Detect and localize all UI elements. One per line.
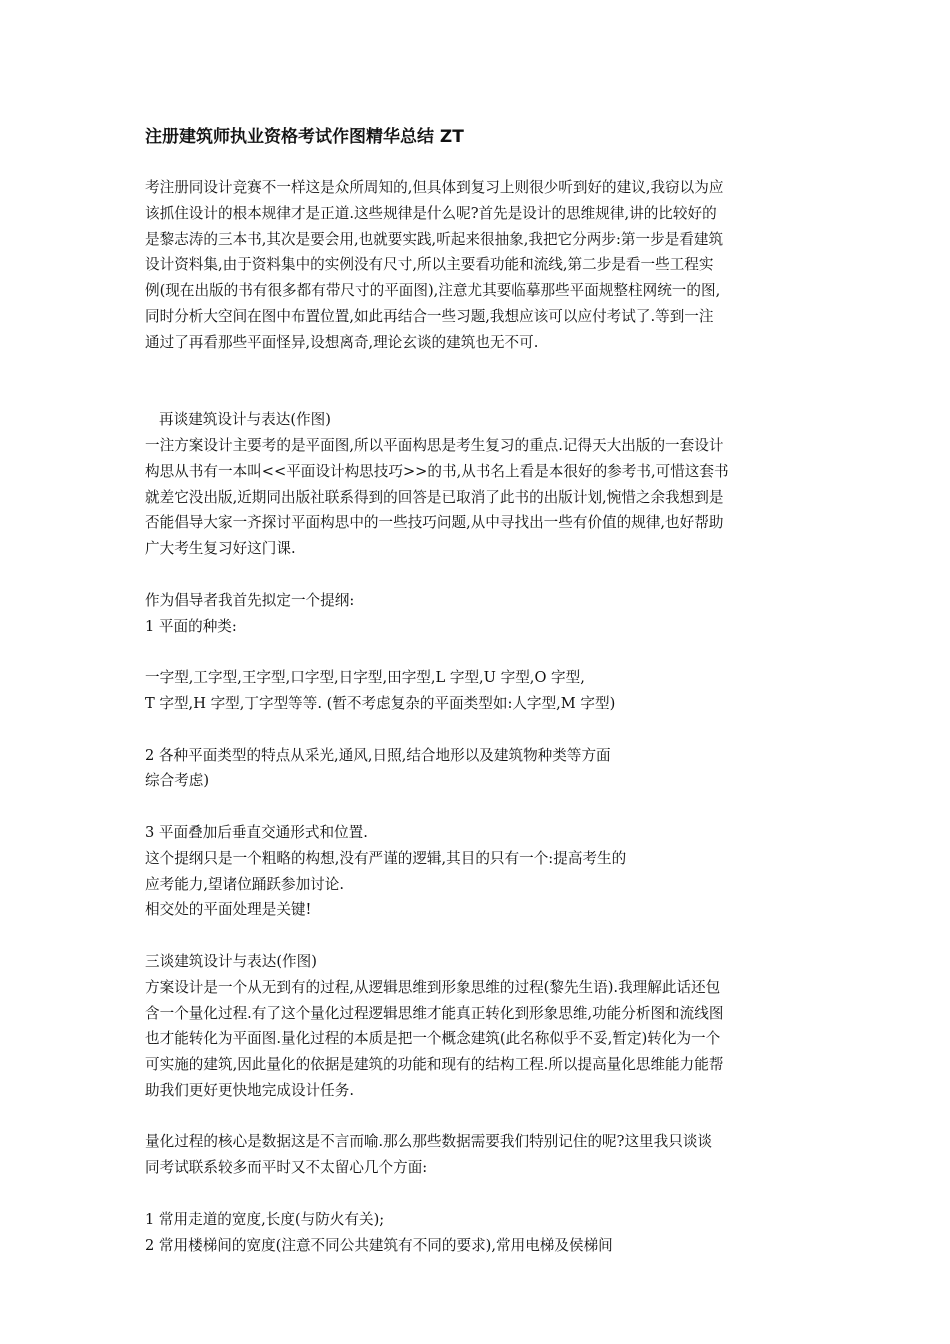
section-heading-2: 再谈建筑设计与表达(作图) <box>159 411 331 429</box>
list-item: 2 常用楼梯间的宽度(注意不同公共建筑有不同的要求),常用电梯及侯梯间 <box>145 1236 613 1254</box>
text-line: 例(现在出版的书有很多都有带尺寸的平面图),注意尤其要临摹那些平面规整柱网统一的图, <box>145 282 721 300</box>
spacer <box>145 1104 810 1130</box>
outline-intro: 作为倡导者我首先拟定一个提纲: <box>145 591 355 609</box>
outline-item-3: 3 平面叠加后垂直交通形式和位置. <box>145 823 368 841</box>
document-title: 注册建筑师执业资格考试作图精华总结 ZT <box>145 127 464 147</box>
text-line: 构思从书有一本叫<<平面设计构思技巧>>的书,从书名上看是本很好的参考书,可惜这套书 <box>145 462 729 480</box>
text-line: 否能倡导大家一齐探讨平面构思中的一些技巧问题,从中寻找出一些有价值的规律,也好帮助 <box>145 514 724 532</box>
text-line: 这个提纲只是一个粗略的构想,没有严谨的逻辑,其目的只有一个:提高考生的 <box>145 849 627 867</box>
text-line: 是黎志涛的三本书,其次是要会用,也就要实践,听起来很抽象,我把它分两步:第一步是看建筑 <box>145 230 724 248</box>
intro-paragraph <box>145 175 810 356</box>
text-line: 应考能力,望诸位踊跃参加讨论. <box>145 875 344 893</box>
outline-item-2: 2 各种平面类型的特点从采光,通风,日照,结合地形以及建筑物种类等方面 <box>145 746 611 764</box>
text-line: 相交处的平面处理是关键! <box>145 901 312 919</box>
text-line: 设计资料集,由于资料集中的实例没有尺寸,所以主要看功能和流线,第二步是看一些工程实 <box>145 256 714 274</box>
spacer <box>145 1181 810 1207</box>
text-line: 广大考生复习好这门课. <box>145 540 296 558</box>
spacer <box>145 639 810 665</box>
plan-types-line: 一字型,工字型,王字型,口字型,日字型,田字型,L 字型,U 字型,O 字型, <box>145 669 585 687</box>
section2-paragraph <box>145 433 810 562</box>
text-line: 含一个量化过程.有了这个量化过程逻辑思维才能真正转化到形象思维,功能分析图和流线图 <box>145 1004 724 1022</box>
section-heading-3: 三谈建筑设计与表达(作图) <box>145 952 317 970</box>
section3-paragraph <box>145 975 810 1104</box>
spacer <box>145 923 810 949</box>
text-line: 同时分析大空间在图中布置位置,如此再结合一些习题,我想应该可以应付考试了.等到一注 <box>145 307 714 325</box>
spacer <box>145 381 810 407</box>
spacer <box>145 562 810 588</box>
text-line: 可实施的建筑,因此量化的依据是建筑的功能和现有的结构工程.所以提高量化思维能力能帮 <box>145 1056 724 1074</box>
text-line: 考注册同设计竞赛不一样这是众所周知的,但具体到复习上则很少听到好的建议,我窃以为应 <box>145 179 724 196</box>
text-line: 就差它没出版,近期同出版社联系得到的回答是已取消了此书的出版计划,惋惜之余我想到是 <box>145 488 724 506</box>
outline-item-1: 1 平面的种类: <box>145 617 237 635</box>
text-line: 量化过程的核心是数据这是不言而喻.那么那些数据需要我们特别记住的呢?这里我只谈谈 <box>145 1133 713 1151</box>
text-line: 方案设计是一个从无到有的过程,从逻辑思维到形象思维的过程(黎先生语).我理解此话还包 <box>145 978 721 996</box>
spacer <box>145 717 810 743</box>
section3-paragraph-2 <box>145 1129 810 1181</box>
text-line: 也才能转化为平面图.量化过程的本质是把一个概念建筑(此名称似乎不妥,暂定)转化为一个 <box>145 1030 721 1048</box>
list-item: 1 常用走道的宽度,长度(与防火有关); <box>145 1210 385 1228</box>
document-body <box>145 175 810 1258</box>
text-line: 一注方案设计主要考的是平面图,所以平面构思是考生复习的重点.记得天大出版的一套设计 <box>145 436 724 454</box>
spacer <box>145 356 810 382</box>
text-line: 助我们更好更快地完成设计任务. <box>145 1081 354 1099</box>
spacer <box>145 794 810 820</box>
text-line: 该抓住设计的根本规律才是正道.这些规律是什么呢?首先是设计的思维规律,讲的比较好的 <box>145 204 717 222</box>
outline-item-2-cont: 综合考虑) <box>145 772 210 790</box>
text-line: 同考试联系较多而平时又不太留心几个方面: <box>145 1159 428 1177</box>
text-line: 通过了再看那些平面怪异,设想离奇,理论玄谈的建筑也无不可. <box>145 333 539 351</box>
plan-types-line: T 字型,H 字型,丁字型等等. (暂不考虑复杂的平面类型如:人字型,M 字型) <box>145 694 616 712</box>
